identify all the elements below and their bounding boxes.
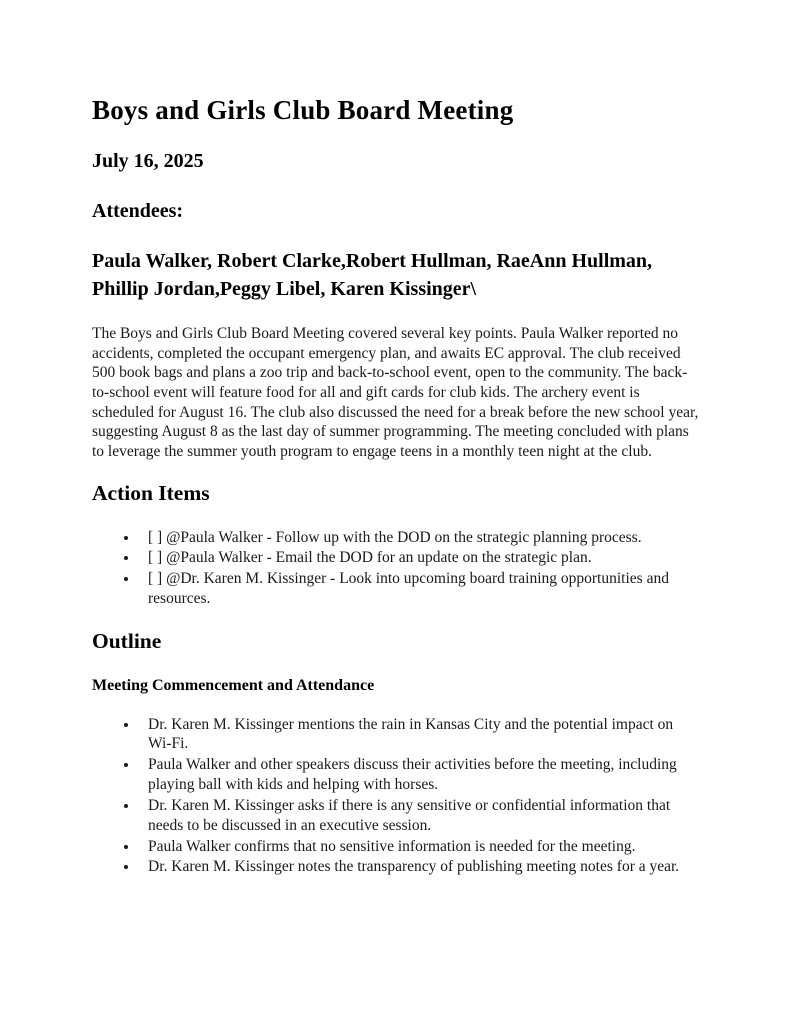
action-item: • [ ] @Dr. Karen M. Kissinger - Look into upcoming board training opportunities and resources.: [139, 569, 699, 609]
outline-list: [92, 715, 699, 878]
outline-item: • Paula Walker confirms that no sensitive information is needed for the meeting.: [139, 837, 699, 857]
action-items-list: [92, 528, 699, 609]
outline-item: • Dr. Karen M. Kissinger asks if there is any sensitive or confidential information that needs to be discussed in an executive session.: [139, 796, 699, 836]
action-item: • [ ] @Paula Walker - Follow up with the DOD on the strategic planning process.: [139, 528, 699, 548]
meeting-date: July 16, 2025: [92, 150, 204, 173]
meeting-summary-paragraph: The Boys and Girls Club Board Meeting covered several key points. Paula Walker reported no accidents, completed the occupant emergency plan, and awaits EC approval. The club received 500 book bags and plans a zoo trip and back-to-school event, open to the community. The back-to-school event will feature food for all and gift cards for club kids. The archery event is scheduled for August 16. The club also discussed the need for a break before the new school year, suggesting August 8 as the last day of summer programming. The meeting concluded with plans to leverage the summer youth program to engage teens in a monthly teen night at the club.: [92, 325, 699, 461]
action-items-heading: Action Items: [92, 480, 210, 505]
outline-heading: Outline: [92, 628, 162, 653]
attendees-label: Attendees:: [92, 200, 184, 223]
outline-item: • Dr. Karen M. Kissinger notes the transparency of publishing meeting notes for a year.: [139, 857, 699, 877]
outline-item: • Dr. Karen M. Kissinger mentions the rain in Kansas City and the potential impact on Wi-Fi.: [139, 715, 699, 755]
outline-subsection-heading: Meeting Commencement and Attendance: [92, 676, 375, 694]
action-item: • [ ] @Paula Walker - Email the DOD for an update on the strategic plan.: [139, 548, 699, 568]
attendees-names: Paula Walker, Robert Clarke,Robert Hullman, RaeAnn Hullman, Phillip Jordan,Peggy Libel, Karen Kissinger\: [92, 250, 653, 301]
outline-item: • Paula Walker and other speakers discuss their activities before the meeting, including playing ball with kids and helping with horses.: [139, 755, 699, 795]
document-title: Boys and Girls Club Board Meeting: [92, 95, 514, 125]
